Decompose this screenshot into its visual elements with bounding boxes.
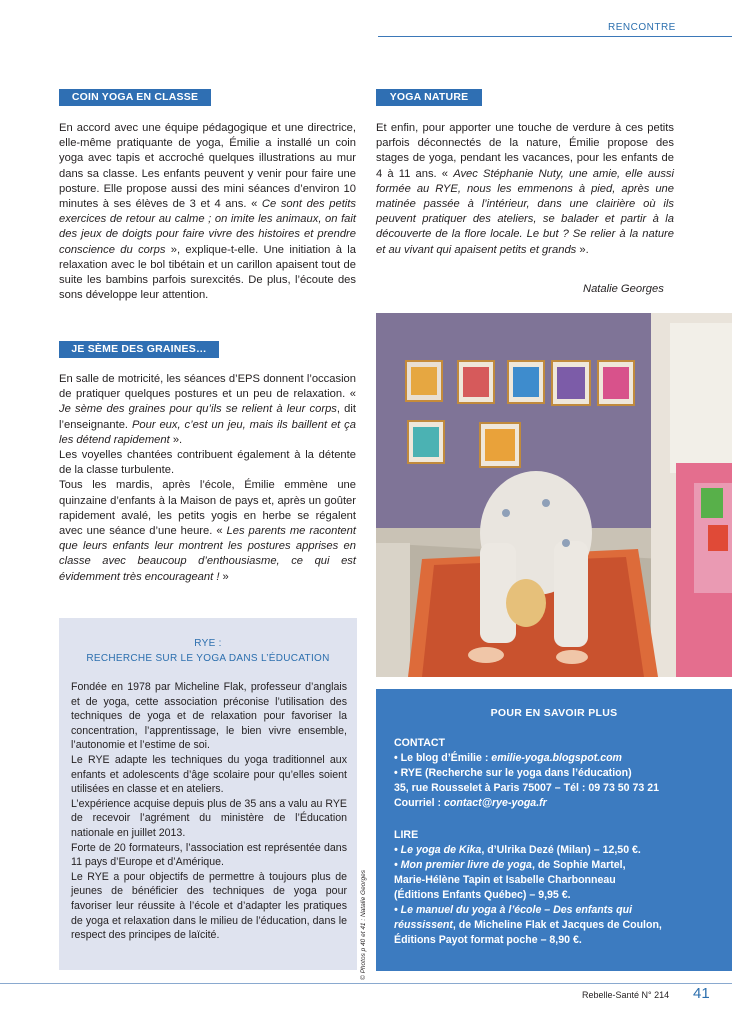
graines-text: En salle de motricité, les séances d’EPS donnent l’occasion de pratiquer quelques postures et un peu de relaxation. « Je sème des graines pour qu’ils se relient à leur corps, dit l’enseignante. Pour eux, c’est un jeu, mais ils baillent et ça les détend rapidement ». Les voyelles chantées contribuent également à la détente de la classe turbulente. Tous les mardis, après l’école, Émilie emmène une quinzaine d’enfants à la Maison de pays et, après un goûter rapidement avalé, les petits yogis en herbe se régalent avec une séance d’une heure. « Les parents me racontent que leurs enfants leur montrent les postures apprises en classe avec beaucoup d’enthousiasme, ce qui est évidemment très encourageant ! » xyxy=(59,373,356,583)
mail-link[interactable]: contact@rye-yoga.fr xyxy=(444,797,547,809)
section-tag-nature: YOGA NATURE xyxy=(376,89,482,106)
book-1: • Le yoga de Kika, d’Ulrika Dezé (Milan) – 12,50 €. xyxy=(394,844,641,856)
book-2-publisher: (Éditions Enfants Québec) – 9,95 €. xyxy=(394,889,571,901)
book-2: • Mon premier livre de yoga, de Sophie Martel, xyxy=(394,859,626,871)
page-number: 41 xyxy=(693,985,710,1002)
rye-address-line: 35, rue Rousselet à Paris 75007 – Tél : 09 73 50 73 21 xyxy=(394,782,660,794)
blog-line: • Le blog d’Émilie : emilie-yoga.blogspot.com xyxy=(394,752,622,764)
book-2-authors: Marie-Hélène Tapin et Isabelle Charbonneau xyxy=(394,874,616,886)
coin-yoga-text: En accord avec une équipe pédagogique et une directrice, elle-même pratiquante de yoga, Émilie a installé un coin yoga avec tapis et accroché quelques illustrations au mur dans sa classe. Les enfants peuvent y venir pour faire une posture. Elle propose aussi des mini séances d’environ 10 minutes à ses élèves de 3 et 4 ans. « Ce sont des petits exercices de retour au calme ; on imite les animaux, on fait des jeux de doigts pour faire vivre des histoires et prendre conscience du corps », explique-t-elle. Une initiation à la relaxation avec le bol tibétain et un carillon apaisent tout de suite les bambins parfois surexcités. De plus, l’écoute des sons développe leur attention. xyxy=(59,122,356,302)
author-signature: Natalie Georges xyxy=(583,283,664,295)
book-3: • Le manuel du yoga à l’école – Des enfants qui xyxy=(394,904,633,916)
more-info-box xyxy=(376,689,732,971)
book-3-authors: réussissent, de Micheline Flak et Jacques de Coulon, xyxy=(394,919,662,931)
blog-link[interactable]: emilie-yoga.blogspot.com xyxy=(491,752,622,764)
contact-heading: CONTACT xyxy=(394,737,445,749)
magazine-issue: Rebelle-Santé N° 214 xyxy=(582,990,670,1000)
footer-rule xyxy=(0,983,732,984)
section-rubric: RENCONTRE xyxy=(608,22,676,33)
section-tag-coin-yoga: COIN YOGA EN CLASSE xyxy=(59,89,211,106)
rye-contact-line: • RYE (Recherche sur le yoga dans l’éducation) xyxy=(394,767,632,779)
rye-box-title: RYE : xyxy=(194,638,222,649)
rye-box-subtitle: RECHERCHE SUR LE YOGA DANS L’ÉDUCATION xyxy=(86,653,330,664)
section-tag-graines: JE SÈME DES GRAINES… xyxy=(59,341,219,358)
mail-line: Courriel : contact@rye-yoga.fr xyxy=(394,797,547,809)
photo-credit-text: © Photos p 40 et 41 : Natalie Georges xyxy=(360,870,367,980)
rye-box-text: Fondée en 1978 par Micheline Flak, professeur d’anglais et de yoga, cette association préconise l’utilisation des techniques de yoga et de relaxation pour favoriser la concentration, l’apprentissage, le bien vivre ensemble, l’autonomie et l’estime de soi. Le RYE adapte les techniques du yoga traditionnel aux enfants et adolescents d’âge scolaire pour qu’elles soient utilisées en classe et en ateliers. L’expérience acquise depuis plus de 35 ans a valu au RYE de recevoir l’agrément du ministère de l’Éducation nationale en juillet 2013. Forte de 20 formateurs, l’association est représentée dans 11 pays d’Europe et d’Amérique. Le RYE a pour objectifs de permettre à toujours plus de jeunes de bénéficier des techniques de yoga pour favoriser leur réussite à l’école et d’adapter les pratiques de yoga et relaxation dans le milieu de l’éducation, dans le respect des principes de laïcité. xyxy=(71,681,347,942)
child-yoga-photo xyxy=(376,313,732,677)
info-box-title: POUR EN SAVOIR PLUS xyxy=(490,707,618,719)
nature-text: Et enfin, pour apporter une touche de verdure à ces petits parfois déconnectés de la nature, Émilie propose des stages de yoga, pendant les vacances, pour les enfants de 4 à 11 ans. « Avec Stéphanie Nuty, une amie, elle aussi formée au RYE, nous les emmenons à pied, après une matinée passée à l’intérieur, dans une clairière où ils peuvent pratiquer des ateliers, se balader et partir à la découverte de la flore locale. Le but ? Se relier à la nature et au vivant qui apaisent petits et grands ». xyxy=(376,122,674,256)
photo-illustration xyxy=(376,313,732,677)
photo-credit xyxy=(360,830,372,980)
header-rule xyxy=(378,36,732,37)
rye-info-box xyxy=(59,618,357,970)
book-3-publisher: Éditions Payot format poche – 8,90 €. xyxy=(394,934,582,946)
read-heading: LIRE xyxy=(394,829,419,841)
